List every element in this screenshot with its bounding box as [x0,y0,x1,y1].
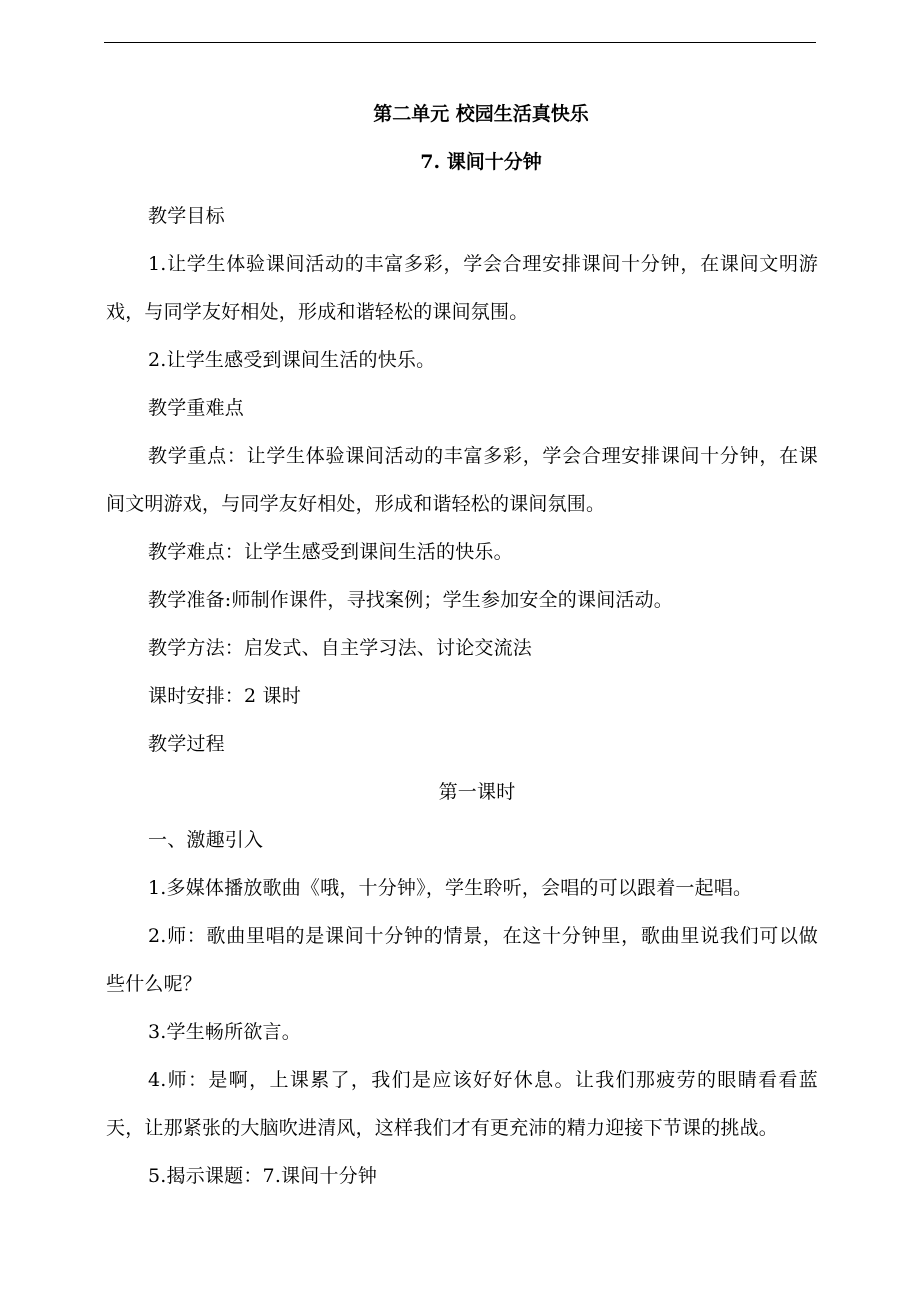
class-hours: 课时安排：2 课时 [148,685,301,707]
section-heading-process: 教学过程 [148,733,225,755]
difficult-point: 教学难点：让学生感受到课间生活的快乐。 [148,541,513,563]
period-heading: 第一课时 [438,781,516,803]
document-body [106,96,818,1200]
section-heading-key-points: 教学重难点 [148,397,245,419]
teaching-methods: 教学方法：启发式、自主学习法、讨论交流法 [148,637,533,659]
intro-step-4: 4.师：是啊，上课累了，我们是应该好好休息。让我们那疲劳的眼睛看看蓝天，让那紧张的大脑吹进清风，这样我们才有更充沛的精力迎接下节课的挑战。 [106,1069,818,1139]
preparation: 教学准备:师制作课件，寻找案例；学生参加安全的课间活动。 [148,589,674,611]
objective-1: 1.让学生体验课间活动的丰富多彩，学会合理安排课间十分钟，在课间文明游戏，与同学友好相处，形成和谐轻松的课间氛围。 [106,253,818,323]
objective-2: 2.让学生感受到课间生活的快乐。 [148,349,436,371]
key-point: 教学重点：让学生体验课间活动的丰富多彩，学会合理安排课间十分钟，在课间文明游戏，与同学友好相处，形成和谐轻松的课间氛围。 [106,445,818,515]
header-rule [104,42,816,43]
section-heading-objectives: 教学目标 [148,205,225,227]
intro-step-2: 2.师：歌曲里唱的是课间十分钟的情景，在这十分钟里，歌曲里说我们可以做些什么呢？ [106,925,818,995]
intro-step-3: 3.学生畅所欲言。 [148,1021,301,1043]
intro-step-5: 5.揭示课题：7.课间十分钟 [148,1165,378,1187]
intro-step-1: 1.多媒体播放歌曲《哦，十分钟》，学生聆听，会唱的可以跟着一起唱。 [148,877,753,899]
step-heading-intro: 一、激趣引入 [148,829,264,851]
lesson-title: 7. 课间十分钟 [420,151,542,173]
unit-title: 第二单元 校园生活真快乐 [373,103,589,125]
